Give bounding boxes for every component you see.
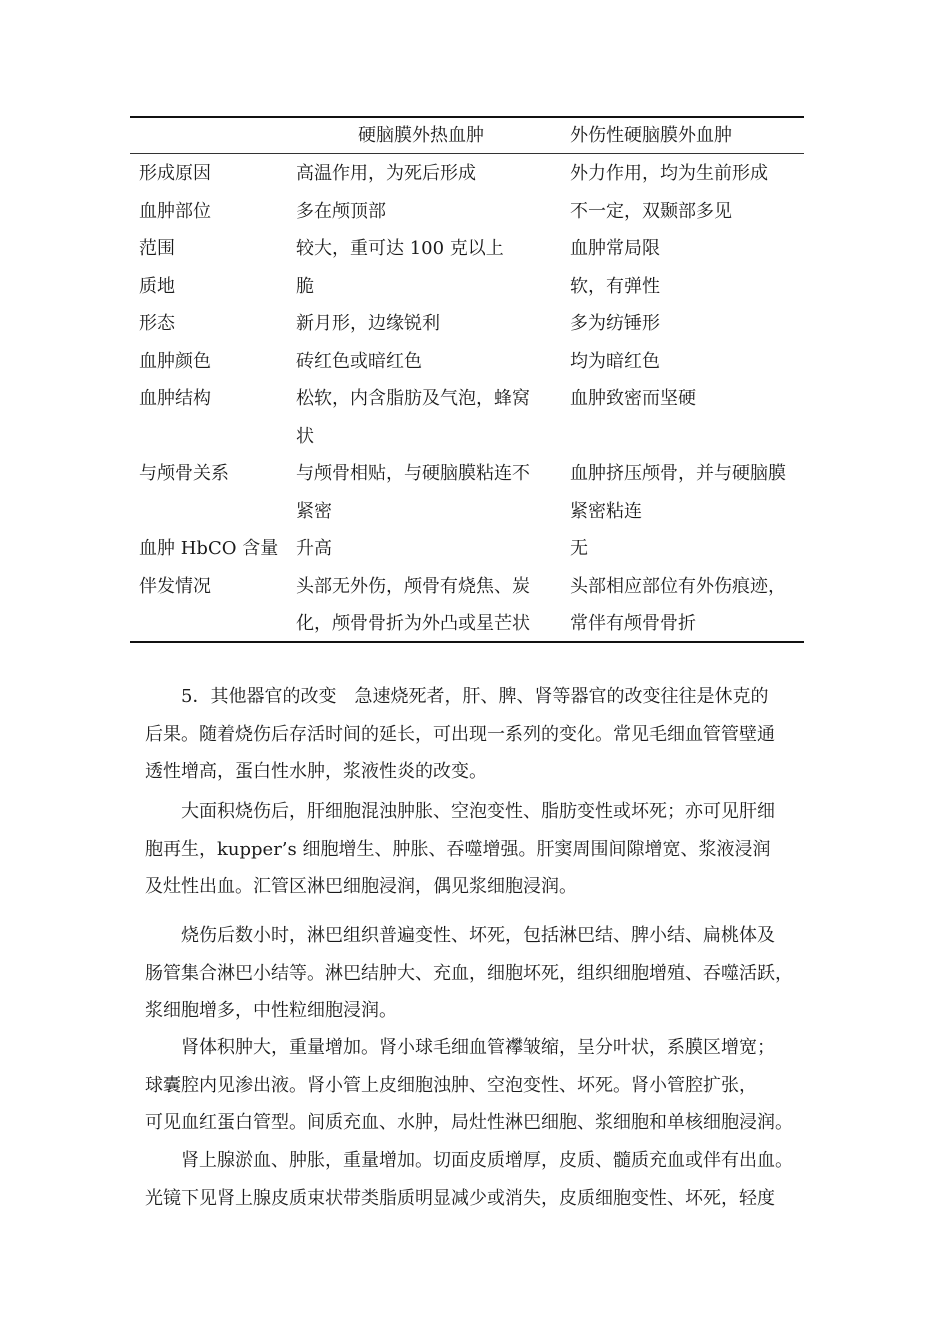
trauma-cell	[570, 380, 804, 418]
text-line: 肾上腺淤血、肿胀，重量增加。切面皮质增厚，皮质、髓质充血或伴有出血。	[181, 1150, 793, 1171]
row-label: 血肿结构	[139, 388, 211, 409]
row-label: 范围	[139, 238, 175, 259]
row-label: 质地	[139, 275, 175, 297]
text-line: 肾体积肿大，重量增加。肾小球毛细血管襻皱缩，呈分叶状，系膜区增宽；	[181, 1037, 775, 1058]
cell-line: 血肿常局限	[570, 238, 660, 259]
cell-line: 状	[296, 425, 314, 447]
row-label: 与颅骨关系	[139, 463, 229, 484]
heat-cell	[296, 455, 562, 530]
cell-line: 新月形，边缘锐利	[296, 313, 440, 334]
heat-cell	[296, 343, 562, 381]
heat-cell	[296, 155, 562, 193]
text-line: 透性增高，蛋白性水肿，浆液性炎的改变。	[145, 761, 487, 782]
text-line: 5．其他器官的改变 急速烧死者，肝、脾、肾等器官的改变往往是休克的	[181, 686, 769, 707]
row-label: 形态	[139, 313, 175, 334]
column-header-traumatic-hematoma: 外伤性硬脑膜外血肿	[570, 125, 732, 146]
cell-line: 软，有弹性	[570, 275, 660, 297]
cell-line: 升高	[296, 538, 332, 559]
trauma-cell	[570, 568, 804, 643]
cell-line: 多为纺锤形	[570, 313, 660, 334]
text-line: 烧伤后数小时，淋巴组织普遍变性、坏死，包括淋巴结、脾小结、扁桃体及	[181, 925, 775, 946]
cell-line: 化，颅骨骨折为外凸或星芒状	[296, 613, 530, 634]
row-label: 伴发情况	[139, 575, 211, 597]
trauma-cell	[570, 155, 804, 193]
heat-cell	[296, 380, 562, 455]
heat-cell	[296, 193, 562, 231]
cell-line: 头部无外伤，颅骨有烧焦、炭	[296, 575, 530, 597]
text-line: 后果。随着烧伤后存活时间的延长，可出现一系列的变化。常见毛细血管管壁通	[145, 723, 775, 745]
row-label: 血肿部位	[139, 200, 211, 222]
cell-line: 常伴有颅骨骨折	[570, 613, 696, 634]
cell-line: 紧密	[296, 500, 332, 522]
trauma-cell	[570, 193, 804, 231]
cell-line: 紧密粘连	[570, 500, 642, 522]
column-header-heat-hematoma: 硬脑膜外热血肿	[358, 125, 484, 146]
cell-line: 松软，内含脂肪及气泡，蜂窝	[296, 388, 530, 409]
cell-line: 不一定，双颞部多见	[570, 200, 732, 222]
text-line: 可见血红蛋白管型。间质充血、水肿，局灶性淋巴细胞、浆细胞和单核细胞浸润。	[145, 1112, 793, 1133]
text-line: 肠管集合淋巴小结等。淋巴结肿大、充血，细胞坏死，组织细胞增殖、吞噬活跃，	[145, 962, 793, 984]
trauma-cell	[570, 268, 804, 306]
cell-line: 脆	[296, 275, 314, 297]
cell-line: 头部相应部位有外伤痕迹，	[570, 575, 786, 597]
paragraph-liver	[145, 793, 807, 906]
trauma-cell	[570, 305, 804, 343]
row-label: 血肿颜色	[139, 350, 211, 372]
text-line: 大面积烧伤后，肝细胞混浊肿胀、空泡变性、脂肪变性或坏死；亦可见肝细	[181, 801, 775, 822]
cell-line: 较大，重可达 100 克以上	[296, 238, 504, 259]
cell-line: 外力作用，均为生前形成	[570, 163, 768, 184]
heat-cell	[296, 305, 562, 343]
cell-line: 砖红色或暗红色	[296, 350, 422, 372]
table-bottom-rule	[130, 641, 804, 643]
heat-cell	[296, 568, 562, 643]
row-label: 血肿 HbCO 含量	[139, 538, 279, 559]
cell-line: 均为暗红色	[570, 350, 660, 372]
text-line: 浆细胞增多，中性粒细胞浸润。	[145, 1000, 397, 1021]
cell-line: 无	[570, 538, 588, 559]
trauma-cell	[570, 343, 804, 381]
table-top-rule	[130, 116, 804, 118]
heat-cell	[296, 268, 562, 306]
cell-line: 血肿挤压颅骨，并与硬脑膜	[570, 463, 786, 484]
trauma-cell	[570, 455, 804, 530]
cell-line: 多在颅顶部	[296, 200, 386, 222]
text-line: 胞再生，kupper’s 细胞增生、肿胀、吞噬增强。肝窦周围间隙增宽、浆液浸润	[145, 838, 771, 860]
cell-line: 与颅骨相贴，与硬脑膜粘连不	[296, 463, 530, 484]
text-line: 及灶性出血。汇管区淋巴细胞浸润，偶见浆细胞浸润。	[145, 876, 577, 897]
trauma-cell	[570, 230, 804, 268]
row-label: 形成原因	[139, 163, 211, 184]
paragraph-other-organs	[145, 678, 807, 791]
paragraph-adrenal	[145, 1142, 807, 1217]
heat-cell	[296, 230, 562, 268]
cell-line: 血肿致密而坚硬	[570, 388, 696, 409]
cell-line: 高温作用，为死后形成	[296, 163, 476, 184]
heat-cell	[296, 530, 562, 568]
paragraph-kidney	[145, 1029, 807, 1142]
table-header-rule	[130, 153, 804, 154]
paragraph-lymph	[145, 917, 807, 1030]
text-line: 光镜下见肾上腺皮质束状带类脂质明显减少或消失，皮质细胞变性、坏死，轻度	[145, 1187, 775, 1209]
text-line: 球囊腔内见渗出液。肾小管上皮细胞浊肿、空泡变性、坏死。肾小管腔扩张，	[145, 1074, 757, 1096]
trauma-cell	[570, 530, 804, 568]
